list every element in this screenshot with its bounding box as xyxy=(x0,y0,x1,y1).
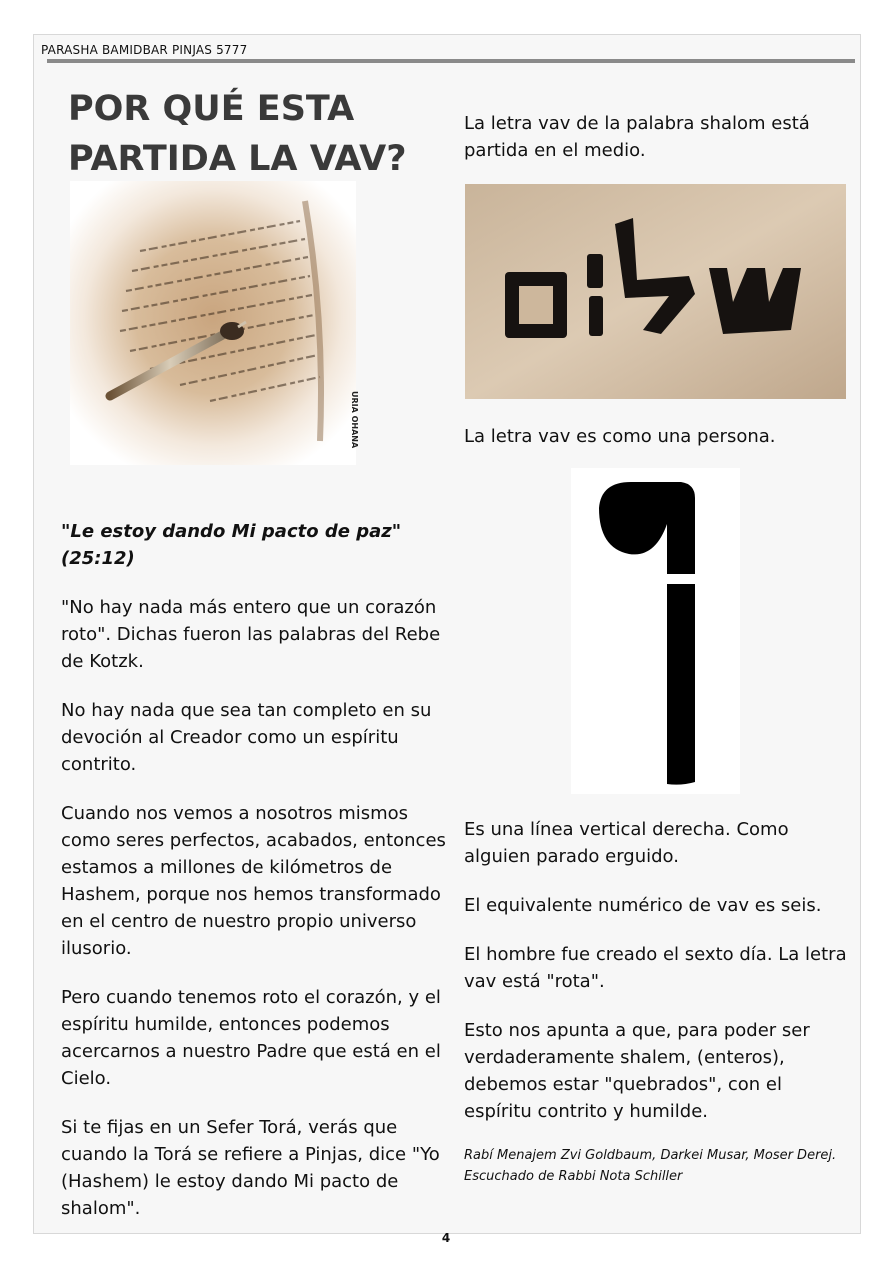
right-paragraph: El equivalente numérico de vav es seis. xyxy=(464,895,822,916)
header-rule xyxy=(47,59,855,63)
left-column xyxy=(61,518,453,1244)
right-paragraph: El hombre fue creado el sexto día. La letra vav está "rota". xyxy=(464,944,847,992)
left-paragraph: "No hay nada más entero que un corazón roto". Dichas fueron las palabras del Rebe de Kotzk. xyxy=(61,597,441,672)
intro-paragraph: La letra vav de la palabra shalom está partida en el medio. xyxy=(464,113,810,161)
left-paragraph: Si te fijas en un Sefer Torá, verás que cuando la Torá se refiere a Pinjas, dice "Yo (Hashem) le estoy dando Mi pacto de shalom". xyxy=(61,1117,440,1219)
left-paragraph: Pero cuando tenemos roto el corazón, y el espíritu humilde, entonces podemos acercarnos a nuestro Padre que está en el Cielo. xyxy=(61,987,441,1089)
left-paragraph: No hay nada que sea tan completo en su devoción al Creador como un espíritu contrito. xyxy=(61,700,432,775)
photo-caption: URIA OHANA xyxy=(350,391,359,449)
right-column-persona xyxy=(464,423,844,472)
hebrew-shalom-word-photo xyxy=(465,184,846,399)
title-line-2: PARTIDA LA VAV? xyxy=(68,139,407,179)
persona-paragraph: La letra vav es como una persona. xyxy=(464,426,776,447)
page-number: 4 xyxy=(441,1231,451,1245)
page-header: PARASHA BAMIDBAR PINJAS 5777 xyxy=(41,43,248,57)
title-line-1: POR QUÉ ESTA xyxy=(68,89,355,129)
right-paragraph: Esto nos apunta a que, para poder ser verdaderamente shalem, (enteros), debemos estar "quebrados", con el espíritu contrito y humilde. xyxy=(464,1020,810,1122)
right-paragraph: Es una línea vertical derecha. Como alguien parado erguido. xyxy=(464,819,789,867)
credit-line-1: Rabí Menajem Zvi Goldbaum, Darkei Musar, Moser Derej. xyxy=(464,1148,837,1163)
credit-line-2: Escuchado de Rabbi Nota Schiller xyxy=(464,1169,683,1184)
page-title xyxy=(68,84,448,184)
source-credit xyxy=(464,1145,848,1187)
right-column-intro xyxy=(464,110,844,186)
torah-scroll-photo xyxy=(70,181,359,465)
verse-title: "Le estoy dando Mi pacto de paz" (25:12) xyxy=(61,521,402,569)
left-paragraph: Cuando nos vemos a nosotros mismos como seres perfectos, acabados, entonces estamos a millones de kilómetros de Hashem, porque nos hemos transformado en el centro de nuestro propio universo ilusorio. xyxy=(61,803,446,959)
hebrew-vav-letter xyxy=(571,468,740,794)
right-column-body xyxy=(464,816,848,1187)
